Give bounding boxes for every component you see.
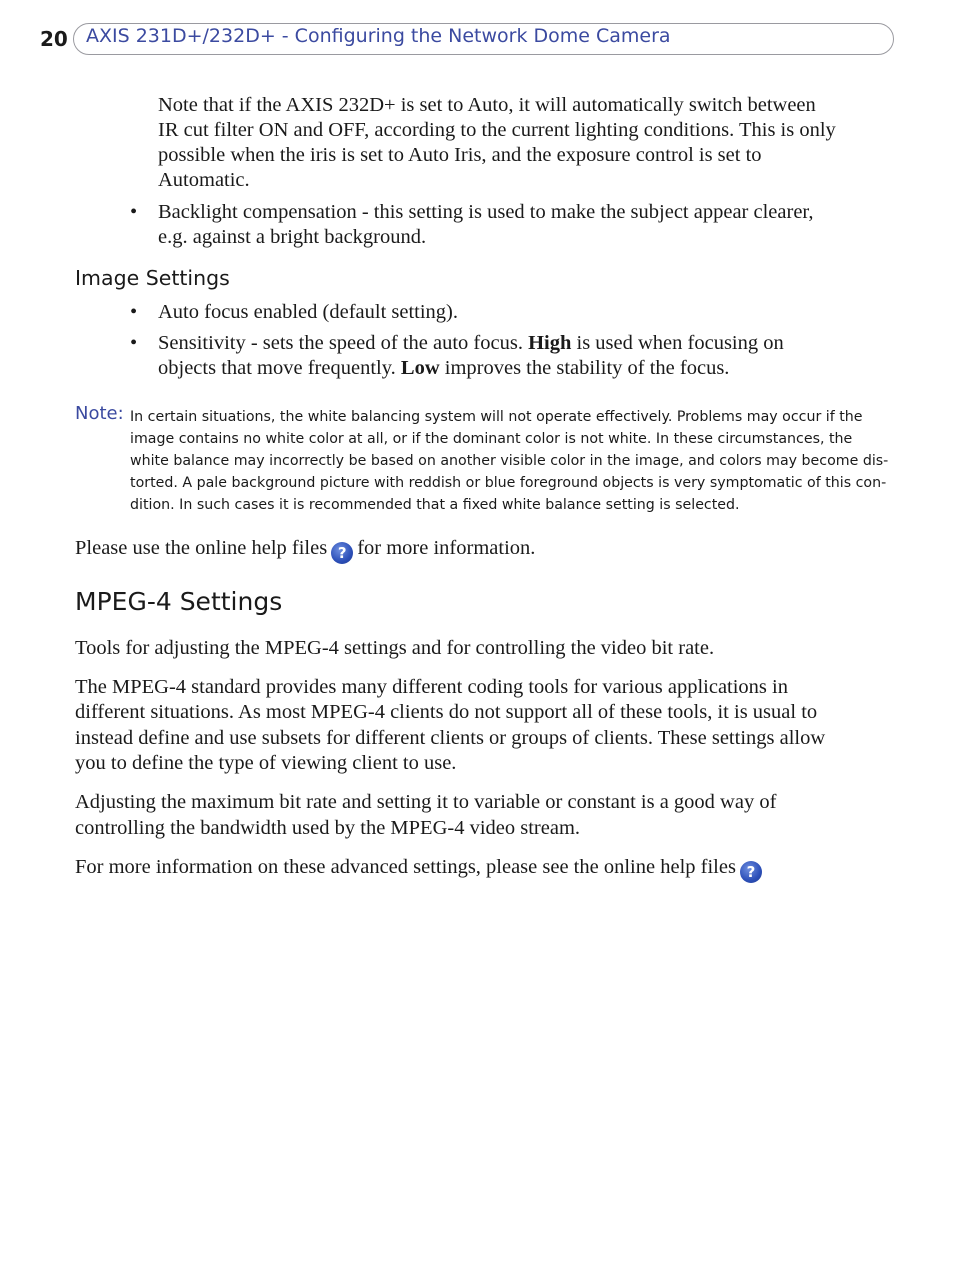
text-line: Note that if the AXIS 232D+ is set to Auto, it will automatically switch between [158, 94, 816, 116]
bullet-marker: • [130, 301, 138, 323]
text-span: Please use the online help files [75, 537, 328, 559]
text-line: possible when the iris is set to Auto Iris, and the exposure control is set to [158, 144, 762, 166]
text-line: you to define the type of viewing client to use. [75, 752, 457, 774]
text-span: objects that move frequently. [158, 357, 401, 379]
page-header [40, 23, 896, 57]
text-span: For more information on these advanced settings, please see the online help files [75, 856, 736, 878]
help-icon[interactable]: ? [331, 542, 353, 564]
text-span: is used when focusing on [571, 332, 784, 354]
header-title-box [73, 23, 894, 55]
low-keyword: Low [400, 357, 440, 379]
header-title: AXIS 231D+/232D+ - Configuring the Network Dome Camera [86, 25, 671, 47]
mpeg4-intro-paragraph: Tools for adjusting the MPEG-4 settings and for controlling the video bit rate. [75, 637, 715, 659]
note-label: Note: [75, 403, 124, 424]
text-line: Auto focus enabled (default setting). [158, 301, 459, 323]
page-number: 20 [40, 27, 68, 51]
note-line: image contains no white color at all, or if the dominant color is not white. In these circumstances, the [130, 431, 853, 447]
text-span: for more information. [357, 537, 536, 559]
text-line [158, 356, 729, 381]
advanced-help-paragraph [75, 855, 766, 883]
text-line: different situations. As most MPEG-4 clients do not support all of these tools, it is usual to [75, 701, 818, 723]
text-line: The MPEG-4 standard provides many different coding tools for various applications in [75, 676, 788, 698]
note-line: white balance may incorrectly be based on another visible color in the image, and colors may become dis- [130, 453, 889, 469]
text-line: Backlight compensation - this setting is used to make the subject appear clearer, [158, 201, 814, 223]
note-line: In certain situations, the white balancing system will not operate effectively. Problems may occur if the [130, 409, 863, 425]
text-line: IR cut filter ON and OFF, according to the current lighting conditions. This is only [158, 119, 836, 141]
note-line: torted. A pale background picture with reddish or blue foreground objects is very symptomatic of this con- [130, 475, 887, 491]
help-reference [75, 536, 535, 564]
text-line: Automatic. [158, 169, 250, 191]
text-line: instead define and use subsets for different clients or groups of clients. These settings allow [75, 727, 826, 749]
text-line [158, 331, 784, 356]
text-line: controlling the bandwidth used by the MPEG-4 video stream. [75, 817, 581, 839]
text-span: improves the stability of the focus. [439, 357, 730, 379]
text-line: e.g. against a bright background. [158, 226, 427, 248]
text-span: Sensitivity - sets the speed of the auto focus. [158, 332, 529, 354]
note-line: dition. In such cases it is recommended that a fixed white balance setting is selected. [130, 497, 740, 513]
help-icon[interactable]: ? [740, 861, 762, 883]
bullet-marker: • [130, 332, 138, 354]
bullet-marker: • [130, 201, 138, 223]
text-line: Adjusting the maximum bit rate and setting it to variable or constant is a good way of [75, 791, 777, 813]
high-keyword: High [528, 332, 572, 354]
image-settings-heading: Image Settings [75, 266, 230, 290]
mpeg4-settings-heading: MPEG-4 Settings [75, 587, 283, 616]
